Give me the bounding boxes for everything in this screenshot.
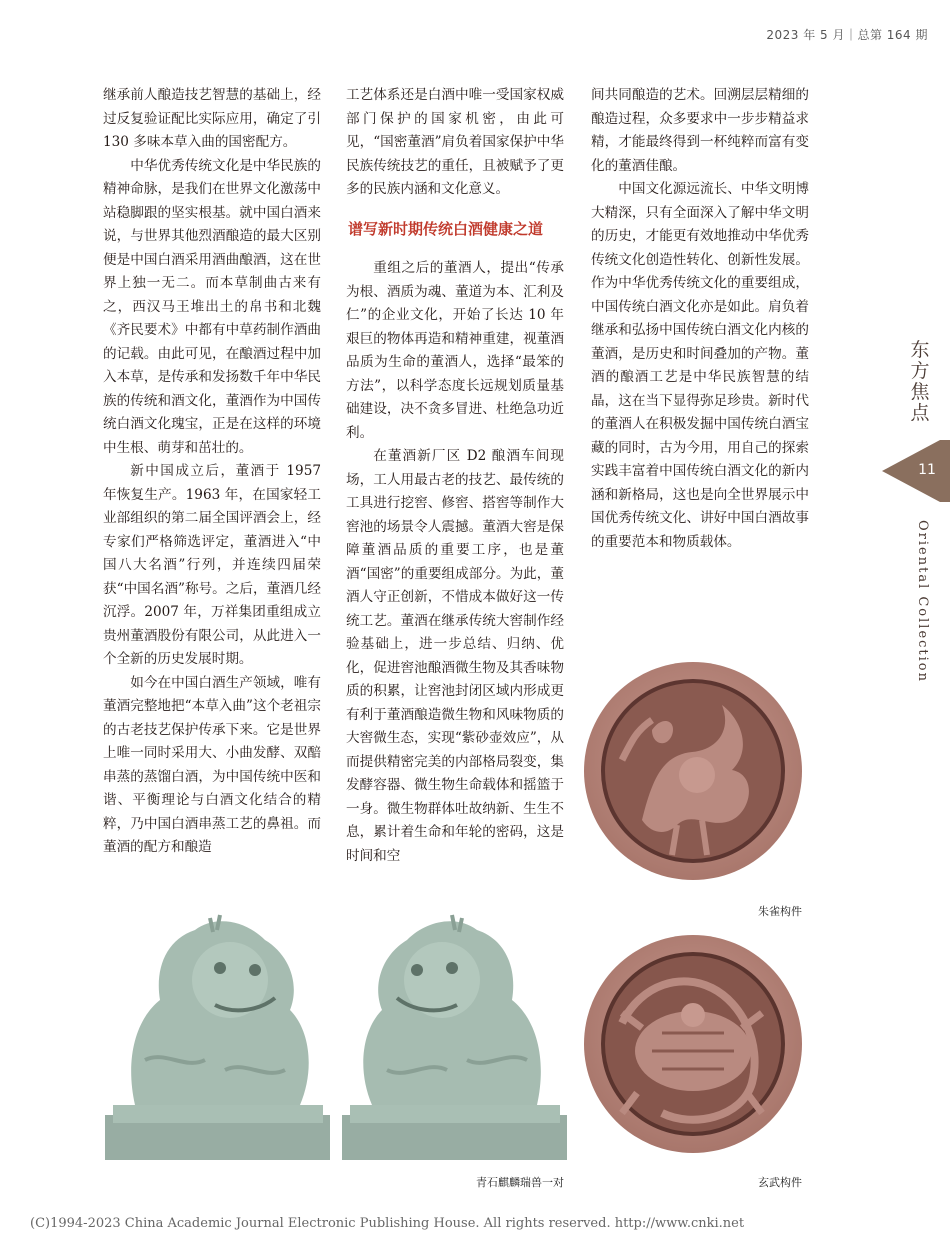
text-column-1 — [103, 84, 321, 860]
caption-xuanwu: 玄武构件 — [758, 1176, 802, 1189]
paragraph: 重组之后的董酒人，提出“传承为根、酒质为魂、董道为本、汇利及仁”的企业文化，开始了长达 10 年艰巨的物体再造和精神重建，视董酒品质为生命的董酒人，选择“最笨的方法”，以科学态度长远规划质量基础建设，决不贪多冒进、杜绝急功近利。 — [346, 260, 564, 441]
text-column-2 — [346, 84, 564, 868]
paragraph: 继承前人酿造技艺智慧的基础上，经过反复验证配比实际应用，确定了引 130 多味本草入曲的国密配方。 — [103, 87, 321, 150]
paragraph: 中华优秀传统文化是中华民族的精神命脉，是我们在世界文化激荡中站稳脚跟的坚实根基。就中国白酒来说，与世界其他烈酒酿造的最大区别便是中国白酒采用酒曲酿酒，这在世界上独一无二。而本草制曲古来有之，西汉马王堆出土的帛书和北魏《齐民要术》中都有中草药制作酒曲的记载。由此可见，在酿酒过程中加入本草，是传承和发扬数千年中华民族的传统和酒文化，董酒作为中国传统白酒文化瑰宝，正是在这样的环境中生根、萌芽和茁壮的。 — [103, 157, 321, 456]
section-side-title: 东方焦点 — [910, 339, 930, 424]
qilin-left-photo — [105, 910, 330, 1160]
page-number-tab — [882, 440, 950, 502]
caption-qilin: 青石麒麟瑞兽一对 — [476, 1176, 564, 1189]
caption-zhuque: 朱雀构件 — [758, 905, 802, 918]
paragraph: 在董酒新厂区 D2 酿酒车间现场，工人用最古老的技艺、最传统的工具进行挖窖、修窖、搭窖等制作大窖池的场景令人震撼。董酒大窖是保障董酒品质的重要工序，也是董酒“国密”的重要组成部分。为此，董酒人守正创新，不惜成本做好这一传统工艺。董酒在继承传统大窖制作经验基础上，进一步总结、归纳、优化，促进窖池酿酒微生物及其香味物质的积累，让窖池封闭区域内形成更有利于董酒酿造微生物和风味物质的大窖微生态，实现“紫砂壶效应”，从而提供精密完美的内部格局裂变，集发酵容器、微生物生命载体和摇篮于一身。微生物群体吐故纳新、生生不息，累计着生命和年轮的密码，这是时间和空 — [346, 448, 564, 864]
paragraph: 中国文化源远流长、中华文明博大精深，只有全面深入了解中华文明的历史，才能更有效地推动中华优秀传统文化创造性转化、创新性发展。作为中华优秀传统文化的重要组成，中国传统白酒文化亦是如此。肩负着继承和弘扬中国传统白酒文化内核的董酒，是历史和时间叠加的产物。董酒的酿酒工艺是中华民族智慧的结晶，这在当下显得弥足珍贵。新时代的董酒人在积极发掘中国传统白酒宝藏的同时，古为今用，用自己的探索实践丰富着中国传统白酒文化的新内涵和新格局，这也是向全世界展示中国优秀传统文化、讲好中国白酒故事的重要范本和物质载体。 — [591, 181, 809, 550]
page-number: 11 — [918, 462, 936, 478]
paragraph: 新中国成立后，董酒于 1957 年恢复生产。1963 年，在国家轻工业部组织的第二届全国评酒会上，经专家们严格筛选评定，董酒进入“中国八大名酒”行列，并连续四届荣获“中国名酒”称号。之后，董酒几经沉浮。2007 年，万祥集团重组成立贵州董酒股份有限公司，从此进入一个全新的历史发展时期。 — [103, 463, 321, 667]
text-column-3 — [591, 84, 809, 554]
section-side-title-en: Oriental Collection — [915, 520, 930, 684]
xuanwu-medallion-photo — [582, 933, 804, 1155]
paragraph: 工艺体系还是白酒中唯一受国家权威部门保护的国家机密，由此可见，“国密董酒”肩负着国家保护中华民族传统技艺的重任，且被赋予了更多的民族内涵和文化意义。 — [346, 87, 564, 197]
copyright-footer: (C)1994-2023 China Academic Journal Electronic Publishing House. All rights reserved. http://www.cnki.net — [30, 1216, 745, 1231]
qilin-right-photo — [342, 910, 567, 1160]
zhuque-medallion-photo — [582, 660, 804, 882]
section-title: 谱写新时期传统白酒健康之道 — [348, 219, 544, 238]
paragraph: 间共同酿造的艺术。回溯层层精细的酿造过程，众多要求中一步步精益求精，才能最终得到一杯纯粹而富有变化的董酒佳酿。 — [591, 87, 809, 174]
issue-header: 2023 年 5 月｜总第 164 期 — [766, 28, 928, 42]
paragraph: 如今在中国白酒生产领域，唯有董酒完整地把“本草入曲”这个老祖宗的古老技艺保护传承下来。它是世界上唯一同时采用大、小曲发酵、双醅串蒸的蒸馏白酒，为中国传统中医和谐、平衡理论与白酒文化结合的精粹，乃中国白酒串蒸工艺的鼻祖。而董酒的配方和酿造 — [103, 674, 321, 855]
